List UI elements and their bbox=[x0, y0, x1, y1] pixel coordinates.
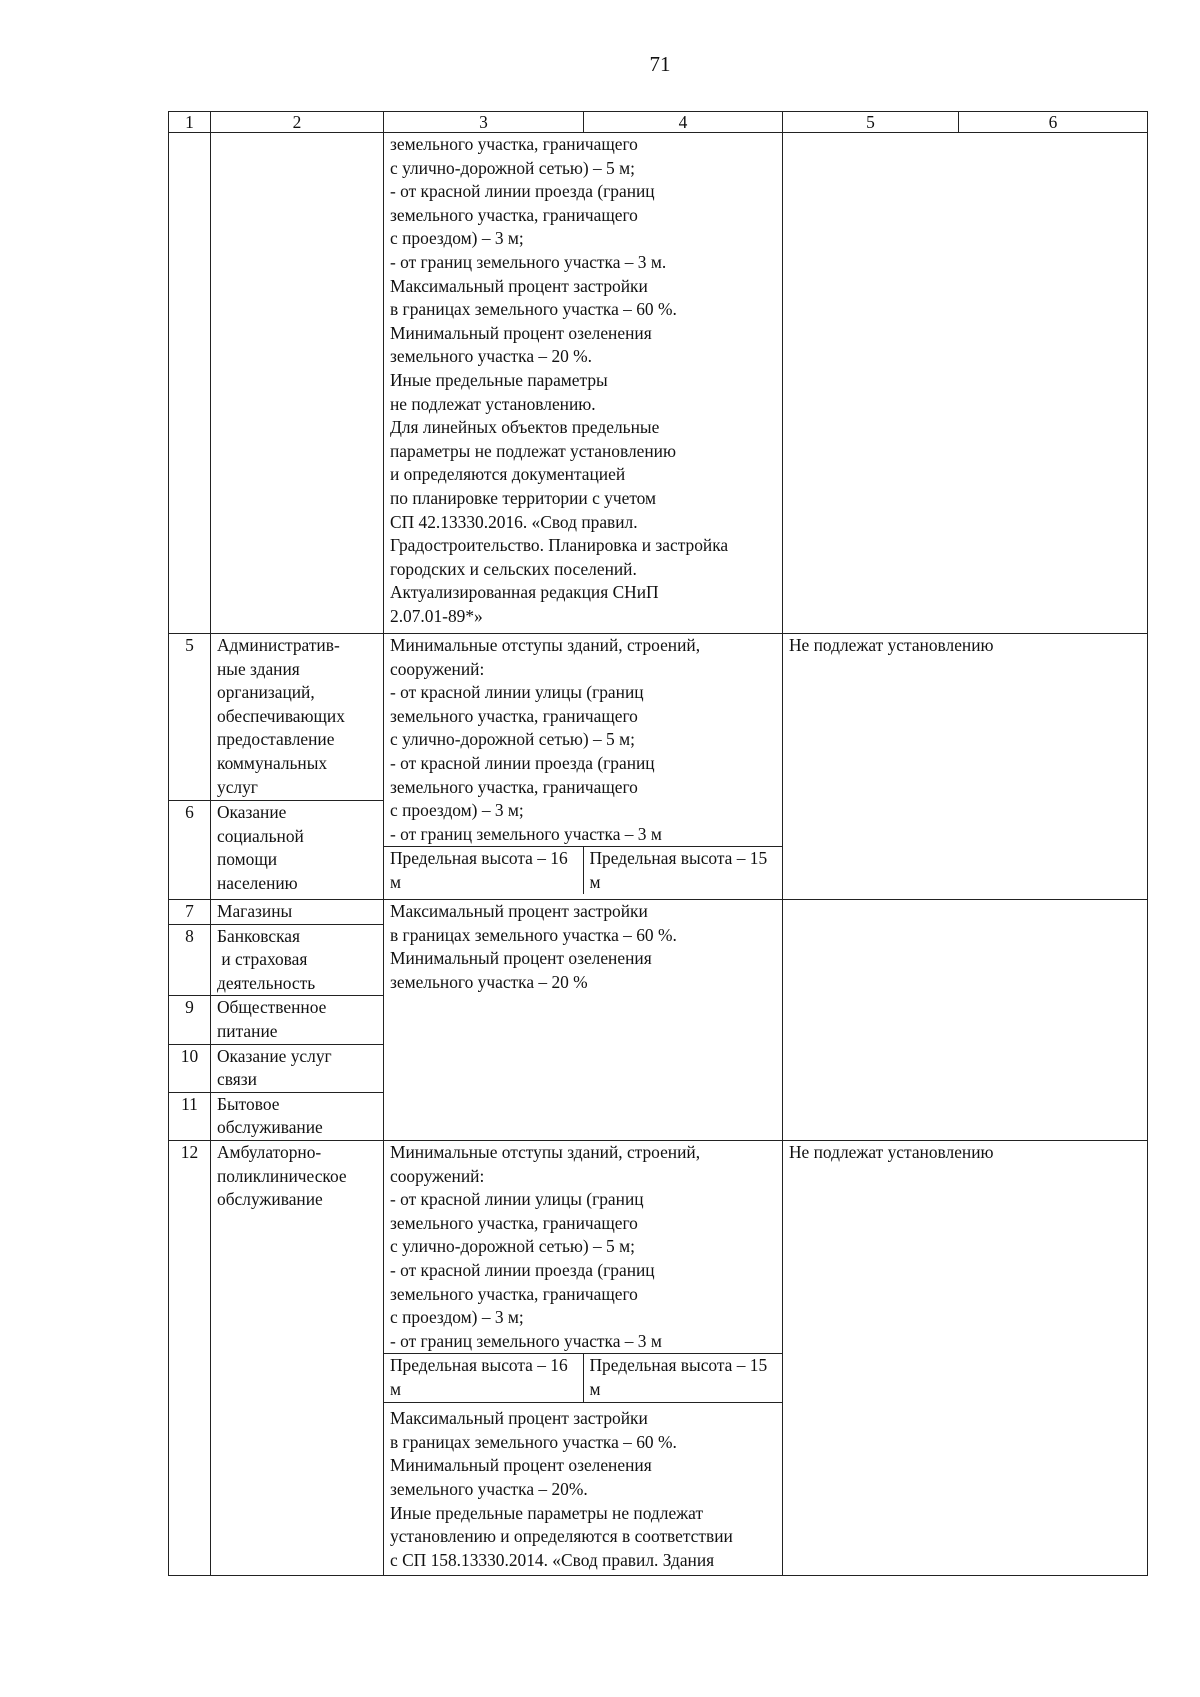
cont-line: Максимальный процент застройки bbox=[390, 275, 648, 296]
param-line: в границах земельного участка – 60 %. bbox=[390, 924, 677, 945]
setback-line: земельного участка, граничащего bbox=[390, 1283, 638, 1304]
cont-line: земельного участка – 20 %. bbox=[390, 346, 593, 367]
use-name-line: поликлиническое bbox=[217, 1165, 347, 1186]
cont-line: Актуализированная редакция СНиП bbox=[390, 582, 659, 603]
header-col-4: 4 bbox=[584, 112, 783, 133]
setback-line: с улично-дорожной сетью) – 5 м; bbox=[390, 729, 635, 750]
cont-line: земельного участка, граничащего bbox=[390, 134, 638, 154]
setback-line: Минимальные отступы зданий, строений, bbox=[390, 1141, 701, 1162]
group1-col56-cell: Не подлежат установлению bbox=[783, 634, 1148, 900]
use-name-cell bbox=[211, 634, 384, 801]
row-number: 10 bbox=[169, 1044, 211, 1092]
use-name-line: Банковская bbox=[217, 925, 301, 946]
setback-line: - от границ земельного участка – 3 м bbox=[390, 823, 662, 844]
cont-params-cell bbox=[384, 133, 783, 634]
max-height-16: Предельная высота – 16 м bbox=[384, 1354, 583, 1402]
table-row-7 bbox=[169, 900, 1148, 925]
group1-params-cell bbox=[384, 634, 783, 900]
table-row-5 bbox=[169, 634, 1148, 801]
use-name-line: социальной bbox=[217, 825, 304, 846]
cont-line: Иные предельные параметры bbox=[390, 369, 608, 390]
row-number: 8 bbox=[169, 924, 211, 996]
setback-line: сооружений: bbox=[390, 1165, 485, 1186]
cont-line: в границах земельного участка – 60 %. bbox=[390, 299, 677, 320]
table-row-12 bbox=[169, 1140, 1148, 1575]
setback-line: земельного участка, граничащего bbox=[390, 705, 638, 726]
use-name-line: Оказание bbox=[217, 802, 287, 822]
use-name-line: обслуживание bbox=[217, 1189, 323, 1210]
use-name-cell bbox=[211, 1140, 384, 1575]
cont-num-cell bbox=[169, 133, 211, 634]
use-name-cell bbox=[211, 1044, 384, 1092]
use-name-line: обеспечивающих bbox=[217, 705, 345, 726]
use-name-line: обслуживание bbox=[217, 1117, 323, 1138]
use-name-line: организаций, bbox=[217, 682, 315, 703]
setback-line: - от красной линии улицы (границ bbox=[390, 1189, 644, 1210]
use-name-line: Оказание услуг bbox=[217, 1045, 332, 1066]
header-col-1: 1 bbox=[169, 112, 211, 133]
param-line: с СП 158.13330.2014. «Свод правил. Здания bbox=[390, 1549, 715, 1570]
column-number-header bbox=[169, 112, 1148, 133]
setback-line: - от границ земельного участка – 3 м bbox=[390, 1330, 662, 1351]
cont-name-cell bbox=[211, 133, 384, 634]
cont-line: СП 42.13330.2016. «Свод правил. bbox=[390, 511, 638, 532]
setback-line: - от красной линии улицы (границ bbox=[390, 682, 644, 703]
row12-params bbox=[384, 1402, 782, 1572]
row-number: 5 bbox=[169, 634, 211, 801]
use-name-cell bbox=[211, 924, 384, 996]
cont-line: не подлежат установлению. bbox=[390, 393, 596, 414]
param-line: Минимальный процент озеленения bbox=[390, 948, 652, 969]
row-number: 9 bbox=[169, 996, 211, 1044]
setback-line: - от красной линии проезда (границ bbox=[390, 752, 655, 773]
row-number: 7 bbox=[169, 900, 211, 925]
cont-line: с проездом) – 3 м; bbox=[390, 228, 524, 249]
cont-col56-cell bbox=[783, 133, 1148, 634]
use-name-line: связи bbox=[217, 1069, 257, 1090]
regulations-table bbox=[168, 111, 1148, 1576]
cont-line: - от красной линии проезда (границ bbox=[390, 181, 655, 202]
cont-line: 2.07.01-89*» bbox=[390, 605, 483, 626]
row-number: 6 bbox=[169, 801, 211, 900]
cont-line: с улично-дорожной сетью) – 5 м; bbox=[390, 157, 635, 178]
row12-height-row bbox=[384, 1353, 782, 1402]
header-col-6: 6 bbox=[959, 112, 1148, 133]
use-name-cell: Магазины bbox=[211, 900, 384, 925]
group1-height-row bbox=[384, 846, 782, 894]
row12-col56-cell: Не подлежат установлению bbox=[783, 1140, 1148, 1575]
group1-setbacks bbox=[384, 634, 782, 846]
cont-line: Минимальный процент озеленения bbox=[390, 322, 652, 343]
use-name-line: ные здания bbox=[217, 658, 300, 679]
cont-line: Градостроительство. Планировка и застройка bbox=[390, 535, 729, 556]
setback-line: с улично-дорожной сетью) – 5 м; bbox=[390, 1236, 635, 1257]
setback-line: земельного участка, граничащего bbox=[390, 776, 638, 797]
param-line: земельного участка – 20%. bbox=[390, 1479, 588, 1500]
setback-line: земельного участка, граничащего bbox=[390, 1212, 638, 1233]
use-name-line: Общественное bbox=[217, 997, 327, 1018]
cont-line: городских и сельских поселений. bbox=[390, 558, 637, 579]
row-number: 12 bbox=[169, 1140, 211, 1575]
cont-line: параметры не подлежат установлению bbox=[390, 440, 676, 461]
group2-col56-cell bbox=[783, 900, 1148, 1141]
use-name-line: коммунальных bbox=[217, 752, 328, 773]
cont-line: Для линейных объектов предельные bbox=[390, 417, 660, 438]
max-height-16: Предельная высота – 16 м bbox=[384, 847, 583, 894]
param-line: Минимальный процент озеленения bbox=[390, 1455, 652, 1476]
use-name-line: помощи bbox=[217, 849, 278, 870]
group2-params-cell bbox=[384, 900, 783, 1141]
setback-line: - от красной линии проезда (границ bbox=[390, 1259, 655, 1280]
param-line: Максимальный процент застройки bbox=[390, 1408, 648, 1429]
setback-line: с проездом) – 3 м; bbox=[390, 800, 524, 821]
use-name-line: населению bbox=[217, 872, 298, 893]
use-name-line: услуг bbox=[217, 776, 258, 797]
setback-line: Минимальные отступы зданий, строений, bbox=[390, 635, 701, 655]
header-col-3: 3 bbox=[384, 112, 584, 133]
use-name-cell bbox=[211, 996, 384, 1044]
row12-setbacks bbox=[384, 1141, 782, 1353]
cont-line: - от границ земельного участка – 3 м. bbox=[390, 251, 667, 272]
param-line: в границах земельного участка – 60 %. bbox=[390, 1431, 677, 1452]
row-number: 11 bbox=[169, 1092, 211, 1140]
param-line: Иные предельные параметры не подлежат bbox=[390, 1502, 704, 1523]
use-name-cell bbox=[211, 801, 384, 900]
use-name-line: и страховая bbox=[217, 949, 308, 970]
row12-params-cell bbox=[384, 1140, 783, 1575]
param-line: Максимальный процент застройки bbox=[390, 901, 648, 921]
cont-line: и определяются документацией bbox=[390, 464, 626, 485]
header-col-5: 5 bbox=[783, 112, 959, 133]
setback-line: сооружений: bbox=[390, 658, 485, 679]
cont-line: по планировке территории с учетом bbox=[390, 487, 657, 508]
continuation-row bbox=[169, 133, 1148, 634]
use-name-line: Амбулаторно- bbox=[217, 1141, 322, 1162]
setback-line: с проездом) – 3 м; bbox=[390, 1307, 524, 1328]
page-number: 71 bbox=[649, 52, 671, 76]
use-name-line: питание bbox=[217, 1020, 278, 1041]
use-name-line: деятельность bbox=[217, 972, 316, 993]
max-height-15: Предельная высота – 15 м bbox=[589, 1355, 768, 1399]
param-line: установлению и определяются в соответствии bbox=[390, 1526, 733, 1547]
use-name-line: предоставление bbox=[217, 729, 335, 750]
cont-line: земельного участка, граничащего bbox=[390, 204, 638, 225]
max-height-15: Предельная высота – 15 м bbox=[589, 848, 768, 892]
use-name-line: Бытовое bbox=[217, 1093, 280, 1114]
param-line: земельного участка – 20 % bbox=[390, 971, 588, 992]
use-name-line: Административ- bbox=[217, 635, 340, 655]
use-name-cell bbox=[211, 1092, 384, 1140]
header-col-2: 2 bbox=[211, 112, 384, 133]
